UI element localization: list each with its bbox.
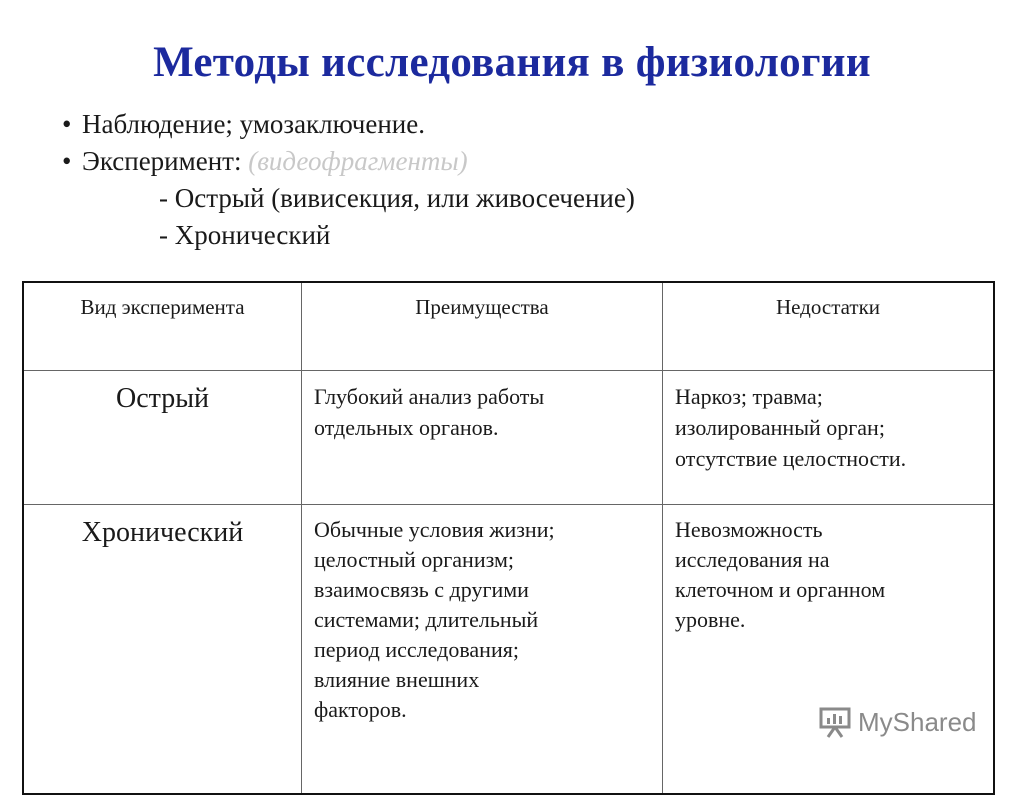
- presentation-icon: [818, 705, 852, 739]
- cell-advantages: Обычные условия жизни; целостный организм; взаимосвязь с другими системами; длительный период исследования; влияние внешних факторов.: [302, 505, 663, 795]
- cell-disadvantages: Наркоз; травма; изолированный орган; отсутствие целостности.: [663, 371, 995, 505]
- bullet-dot-icon: •: [62, 146, 72, 176]
- table-header-row: [23, 282, 994, 371]
- myshared-watermark: [818, 702, 977, 742]
- bullet-dot-icon: •: [62, 109, 72, 139]
- header-advantages: Преимущества: [302, 282, 663, 371]
- cell-type: Острый: [23, 371, 302, 505]
- sub-item-chronic: - Хронический: [159, 220, 331, 250]
- header-experiment-type: Вид эксперимента: [23, 282, 302, 371]
- video-fragments-hint[interactable]: (видеофрагменты): [248, 146, 468, 176]
- cell-type: Хронический: [23, 505, 302, 795]
- cell-advantages: Глубокий анализ работы отдельных органов.: [302, 371, 663, 505]
- sub-item-acute: - Острый (вивисекция, или живосечение): [159, 183, 635, 213]
- page-title: Методы исследования в физиологии: [153, 39, 871, 86]
- table-row-acute: [23, 371, 994, 505]
- table-row-chronic: [23, 505, 994, 795]
- bullet-item-experiment: • Эксперимент: (видеофрагменты): [62, 143, 635, 180]
- header-disadvantages: Недостатки: [663, 282, 995, 371]
- watermark-text: MyShared: [858, 706, 977, 737]
- bullet-list: [62, 106, 635, 254]
- cell-disadvantages: Невозможность исследования на клеточном и органном уровне.: [663, 505, 995, 795]
- bullet-item-observation: • Наблюдение; умозаключение.: [62, 106, 635, 143]
